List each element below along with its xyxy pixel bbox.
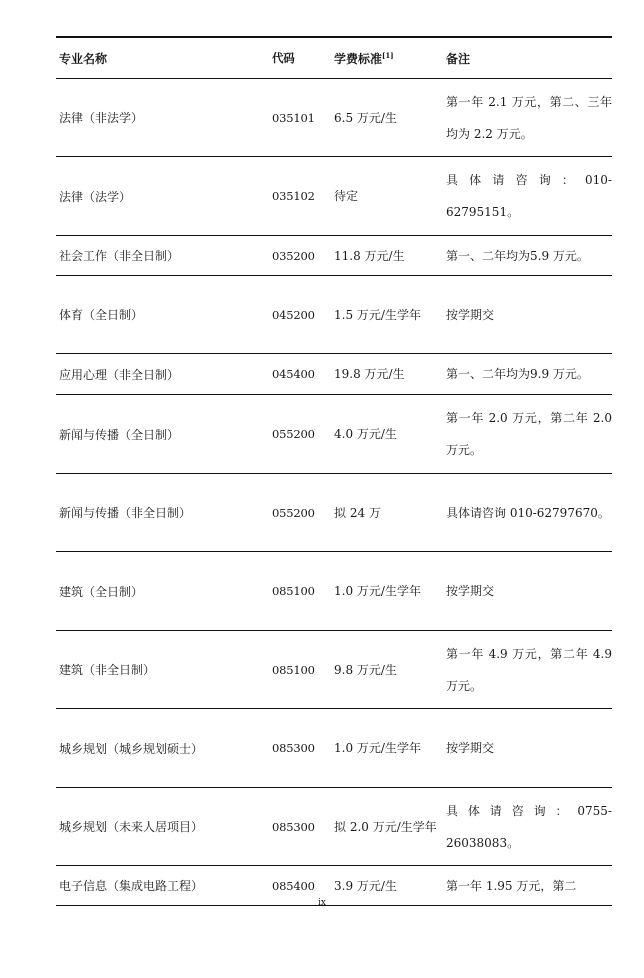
table-row <box>56 709 612 788</box>
header-fee-footnote: [1] <box>382 50 394 60</box>
row-fee: 待定 <box>334 189 359 203</box>
row-code: 035101 <box>272 110 315 125</box>
row-code: 055200 <box>272 505 315 520</box>
row-code: 035102 <box>272 189 315 203</box>
row-code: 085400 <box>272 878 315 893</box>
row-name: 应用心理（非全日制） <box>59 367 180 382</box>
row-note: 按学期交 <box>446 584 495 598</box>
row-name: 电子信息（集成电路工程） <box>59 879 204 893</box>
table-row <box>56 474 612 552</box>
header-name: 专业名称 <box>59 51 108 66</box>
row-name: 城乡规划（城乡规划硕士） <box>59 741 204 756</box>
row-note: 第一年 4.9 万元，第二年 4.9 万元。 <box>446 646 612 693</box>
table-header <box>56 38 612 79</box>
row-fee: 4.0 万元/生 <box>334 427 397 441</box>
row-note: 第一年 1.95 万元，第二 <box>446 878 577 893</box>
row-name: 法律（法学） <box>59 189 132 204</box>
row-name: 新闻与传播（非全日制） <box>59 506 192 520</box>
row-code: 085300 <box>272 741 315 755</box>
row-note: 按学期交 <box>446 307 495 322</box>
row-code: 085300 <box>272 819 315 834</box>
table-row <box>56 236 612 276</box>
header-fee <box>334 50 446 67</box>
page-number: ix <box>318 898 326 908</box>
row-fee: 1.0 万元/生学年 <box>334 741 421 755</box>
table-row <box>56 354 612 395</box>
row-note: 第一、二年均为5.9 万元。 <box>446 248 589 263</box>
row-code: 045200 <box>272 307 315 322</box>
row-code: 045400 <box>272 367 315 381</box>
header-fee-label: 学费标准 <box>334 51 383 66</box>
row-name: 建筑（非全日制） <box>59 663 156 677</box>
table-row <box>56 157 612 236</box>
row-code: 085100 <box>272 584 315 598</box>
table-row <box>56 788 612 866</box>
row-name: 新闻与传播（全日制） <box>59 427 180 442</box>
table-row <box>56 395 612 474</box>
row-fee: 拟 2.0 万元/生学年 <box>334 819 437 834</box>
row-fee: 1.5 万元/生学年 <box>334 307 421 322</box>
row-note: 具体请咨询：010-62795151。 <box>446 173 612 219</box>
row-code: 085100 <box>272 662 315 677</box>
row-note: 第一、二年均为9.9 万元。 <box>446 367 589 381</box>
row-code: 055200 <box>272 427 315 441</box>
row-fee: 1.0 万元/生学年 <box>334 584 421 598</box>
row-name: 城乡规划（未来人居项目） <box>59 820 204 834</box>
row-note: 第一年 2.0 万元，第二年 2.0 万元。 <box>446 411 612 457</box>
row-note: 具体请咨询 010-62797670。 <box>446 505 610 520</box>
row-name: 体育（全日制） <box>59 308 144 322</box>
row-fee: 9.8 万元/生 <box>334 662 397 677</box>
header-note: 备注 <box>446 51 471 66</box>
table-row <box>56 552 612 631</box>
row-note: 按学期交 <box>446 741 495 755</box>
row-name: 社会工作（非全日制） <box>59 249 180 263</box>
table-row <box>56 631 612 709</box>
tuition-table <box>56 36 612 906</box>
row-note: 第一年 2.1 万元，第二、三年均为 2.2 万元。 <box>446 94 612 141</box>
row-fee: 3.9 万元/生 <box>334 878 397 893</box>
row-fee: 19.8 万元/生 <box>334 367 405 381</box>
header-code: 代码 <box>272 51 295 65</box>
table-row <box>56 79 612 157</box>
row-note: 具体请咨询：0755-26038083。 <box>446 803 612 850</box>
row-fee: 11.8 万元/生 <box>334 248 405 263</box>
row-fee: 拟 24 万 <box>334 505 381 520</box>
row-fee: 6.5 万元/生 <box>334 110 397 125</box>
row-name: 法律（非法学） <box>59 111 144 125</box>
row-code: 035200 <box>272 248 315 263</box>
row-name: 建筑（全日制） <box>59 584 144 599</box>
table-row <box>56 276 612 354</box>
